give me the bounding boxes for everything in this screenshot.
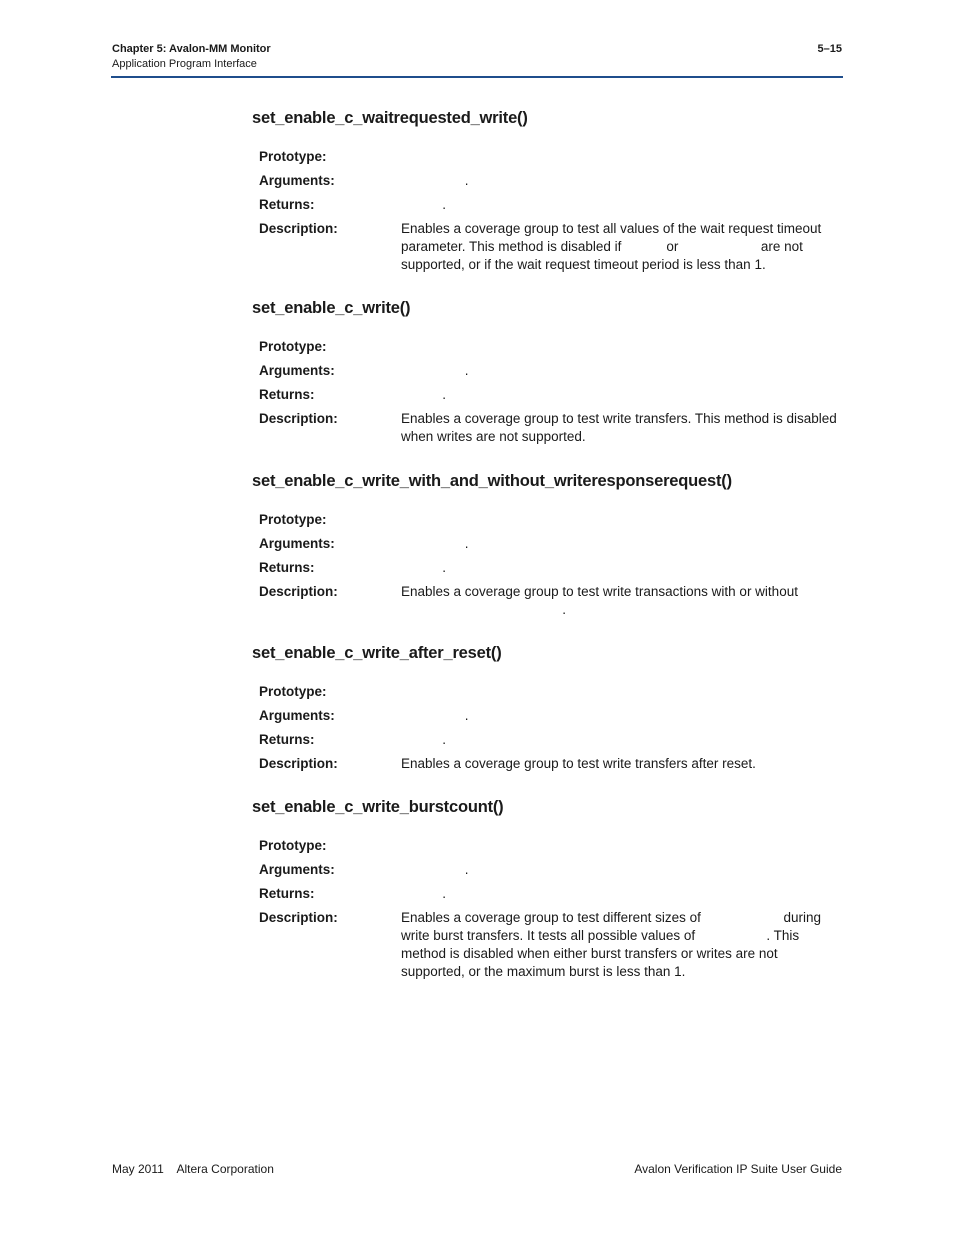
description-text: Enables a coverage group to test all values of the wait request timeout parameter. This method is disabled if or are not supported, or if the wait request timeout period is less than 1. [401, 221, 826, 272]
arguments-value: . [401, 536, 469, 551]
returns-row [252, 196, 852, 220]
description-text: Enables a coverage group to test write transfers. This method is disabled when writes are not supported. [401, 411, 841, 444]
returns-label: Returns: [259, 732, 315, 747]
description-text: Enables a coverage group to test write transactions with or without . [401, 584, 798, 617]
prototype-label: Prototype: [259, 512, 327, 527]
method-section [252, 797, 852, 981]
arguments-label: Arguments: [259, 173, 335, 188]
prototype-row [252, 683, 852, 707]
footer-date-company: May 2011 Altera Corporation [112, 1162, 274, 1176]
method-title: set_enable_c_write_with_and_without_writeresponserequest() [252, 472, 732, 490]
prototype-label: Prototype: [259, 684, 327, 699]
chapter-title: Chapter 5: Avalon-MM Monitor [112, 43, 271, 55]
returns-label: Returns: [259, 560, 315, 575]
description-label: Description: [259, 221, 338, 236]
returns-label: Returns: [259, 886, 315, 901]
prototype-row [252, 148, 852, 172]
returns-row [252, 559, 852, 583]
description-row [252, 410, 852, 446]
method-section [252, 108, 852, 274]
prototype-label: Prototype: [259, 838, 327, 853]
description-row [252, 220, 852, 274]
method-title: set_enable_c_write() [252, 299, 411, 317]
returns-value: . [401, 197, 447, 212]
arguments-label: Arguments: [259, 862, 335, 877]
method-title: set_enable_c_write_after_reset() [252, 644, 502, 662]
arguments-label: Arguments: [259, 363, 335, 378]
description-label: Description: [259, 411, 338, 426]
returns-value: . [401, 732, 447, 747]
arguments-row [252, 535, 852, 559]
description-row [252, 909, 852, 981]
section-subtitle: Application Program Interface [112, 58, 257, 70]
method-section [252, 643, 852, 779]
returns-value: . [401, 387, 447, 402]
description-label: Description: [259, 910, 338, 925]
returns-value: . [401, 560, 447, 575]
returns-label: Returns: [259, 387, 315, 402]
prototype-value [401, 511, 841, 529]
description-text: Enables a coverage group to test different sizes of during write burst transfers. It tests all possible values of . This method is disabled when either burst transfers or writes are not supported, or the maximum burst is less than 1. [401, 910, 825, 979]
arguments-label: Arguments: [259, 536, 335, 551]
prototype-value [401, 683, 841, 701]
method-title: set_enable_c_waitrequested_write() [252, 109, 528, 127]
method-section [252, 298, 852, 446]
prototype-row [252, 511, 852, 535]
prototype-value [401, 837, 841, 855]
arguments-row [252, 707, 852, 731]
prototype-row [252, 837, 852, 861]
description-row [252, 583, 852, 619]
header-divider [111, 76, 843, 78]
description-row [252, 755, 852, 779]
prototype-label: Prototype: [259, 339, 327, 354]
description-label: Description: [259, 584, 338, 599]
footer-guide-title: Avalon Verification IP Suite User Guide [634, 1162, 842, 1176]
returns-label: Returns: [259, 197, 315, 212]
returns-row [252, 885, 852, 909]
arguments-value: . [401, 173, 469, 188]
description-text: Enables a coverage group to test write transfers after reset. [401, 756, 756, 771]
method-title: set_enable_c_write_burstcount() [252, 798, 504, 816]
prototype-row [252, 338, 852, 362]
arguments-row [252, 362, 852, 386]
arguments-value: . [401, 862, 469, 877]
arguments-value: . [401, 363, 469, 378]
method-section [252, 471, 852, 619]
arguments-row [252, 172, 852, 196]
page-number: 5–15 [817, 43, 842, 55]
arguments-label: Arguments: [259, 708, 335, 723]
returns-value: . [401, 886, 447, 901]
returns-row [252, 731, 852, 755]
returns-row [252, 386, 852, 410]
description-label: Description: [259, 756, 338, 771]
arguments-row [252, 861, 852, 885]
prototype-value [401, 148, 841, 166]
prototype-label: Prototype: [259, 149, 327, 164]
prototype-value [401, 338, 841, 356]
arguments-value: . [401, 708, 469, 723]
